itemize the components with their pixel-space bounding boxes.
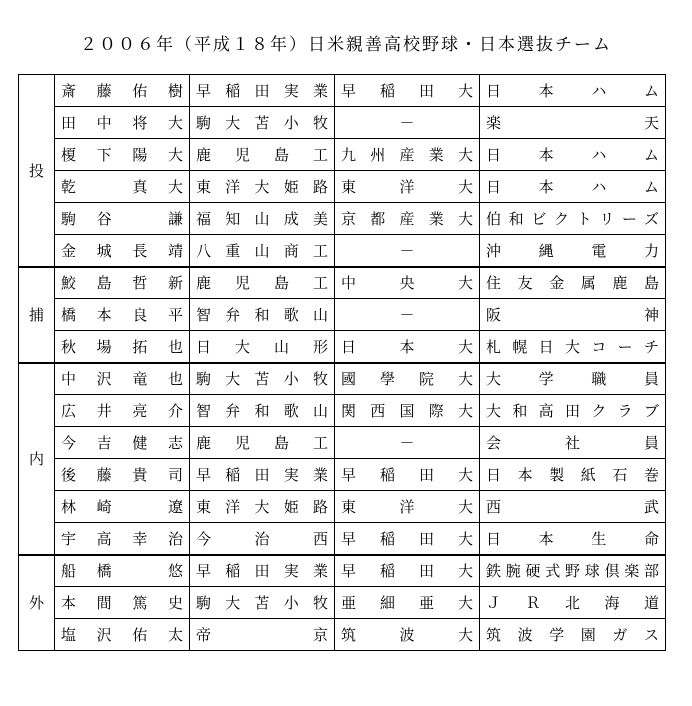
university-cell: 中央大	[335, 267, 480, 299]
table-row	[19, 395, 666, 427]
player-name-cell: 鮫島哲新	[55, 267, 190, 299]
position-cell: 投	[19, 75, 55, 267]
table-row	[19, 171, 666, 203]
current-cell: 筑波学園ガス	[480, 619, 666, 651]
university-cell: 筑波大	[335, 619, 480, 651]
university-cell: －	[335, 299, 480, 331]
high-school-cell: 東洋大姫路	[190, 491, 335, 523]
player-name-cell: 広井亮介	[55, 395, 190, 427]
table-row	[19, 203, 666, 235]
high-school-cell: 駒大苫小牧	[190, 587, 335, 619]
page-title: ２００６年（平成１８年）日米親善高校野球・日本選抜チーム	[80, 35, 612, 55]
table-row	[19, 139, 666, 171]
player-name-cell: 今吉健志	[55, 427, 190, 459]
current-cell: 大学職員	[480, 363, 666, 395]
university-cell: 九州産業大	[335, 139, 480, 171]
university-cell: 日本大	[335, 331, 480, 363]
current-cell: 日本生命	[480, 523, 666, 555]
table-row	[19, 235, 666, 267]
high-school-cell: 駒大苫小牧	[190, 363, 335, 395]
current-cell: 日本ハム	[480, 139, 666, 171]
player-name-cell: 林崎 遼	[55, 491, 190, 523]
table-row	[19, 75, 666, 107]
current-cell: 鉄腕硬式野球倶楽部	[480, 555, 666, 587]
high-school-cell: 帝京	[190, 619, 335, 651]
current-cell: 住友金属鹿島	[480, 267, 666, 299]
current-cell: 札幌日大コーチ	[480, 331, 666, 363]
high-school-cell: 今治西	[190, 523, 335, 555]
current-cell: 会社員	[480, 427, 666, 459]
university-cell: 早稲田大	[335, 459, 480, 491]
table-row	[19, 587, 666, 619]
table-row	[19, 491, 666, 523]
current-cell: 楽天	[480, 107, 666, 139]
player-name-cell: 後藤貴司	[55, 459, 190, 491]
player-name-cell: 駒谷 謙	[55, 203, 190, 235]
current-cell: ＪＲ北海道	[480, 587, 666, 619]
current-cell: 西武	[480, 491, 666, 523]
current-cell: 伯和ビクトリーズ	[480, 203, 666, 235]
high-school-cell: 八重山商工	[190, 235, 335, 267]
current-cell: 阪神	[480, 299, 666, 331]
university-cell: －	[335, 107, 480, 139]
high-school-cell: 早稲田実業	[190, 459, 335, 491]
high-school-cell: 早稲田実業	[190, 555, 335, 587]
position-cell: 捕	[19, 267, 55, 363]
table-row	[19, 555, 666, 587]
university-cell: 早稲田大	[335, 555, 480, 587]
university-cell: 亜細亜大	[335, 587, 480, 619]
university-cell: 東洋大	[335, 171, 480, 203]
player-name-cell: 榎下陽大	[55, 139, 190, 171]
high-school-cell: 鹿児島工	[190, 267, 335, 299]
table-row	[19, 267, 666, 299]
current-cell: 沖縄電力	[480, 235, 666, 267]
player-name-cell: 田中将大	[55, 107, 190, 139]
university-cell: 國學院大	[335, 363, 480, 395]
high-school-cell: 早稲田実業	[190, 75, 335, 107]
university-cell: －	[335, 235, 480, 267]
position-cell: 外	[19, 555, 55, 651]
table-row	[19, 363, 666, 395]
position-cell: 内	[19, 363, 55, 555]
player-name-cell: 乾 真大	[55, 171, 190, 203]
player-name-cell: 斎藤佑樹	[55, 75, 190, 107]
player-name-cell: 中沢竜也	[55, 363, 190, 395]
roster-table	[18, 74, 666, 651]
high-school-cell: 日大山形	[190, 331, 335, 363]
university-cell: 早稲田大	[335, 523, 480, 555]
high-school-cell: 智弁和歌山	[190, 299, 335, 331]
university-cell: 早稲田大	[335, 75, 480, 107]
high-school-cell: 鹿児島工	[190, 427, 335, 459]
university-cell: 関西国際大	[335, 395, 480, 427]
table-row	[19, 107, 666, 139]
player-name-cell: 船橋 悠	[55, 555, 190, 587]
player-name-cell: 金城長靖	[55, 235, 190, 267]
current-cell: 日本製紙石巻	[480, 459, 666, 491]
current-cell: 日本ハム	[480, 75, 666, 107]
table-row	[19, 459, 666, 491]
high-school-cell: 鹿児島工	[190, 139, 335, 171]
high-school-cell: 智弁和歌山	[190, 395, 335, 427]
high-school-cell: 福知山成美	[190, 203, 335, 235]
player-name-cell: 秋場拓也	[55, 331, 190, 363]
high-school-cell: 駒大苫小牧	[190, 107, 335, 139]
university-cell: 京都産業大	[335, 203, 480, 235]
university-cell: －	[335, 427, 480, 459]
table-row	[19, 523, 666, 555]
university-cell: 東洋大	[335, 491, 480, 523]
current-cell: 大和高田クラブ	[480, 395, 666, 427]
current-cell: 日本ハム	[480, 171, 666, 203]
player-name-cell: 宇高幸治	[55, 523, 190, 555]
high-school-cell: 東洋大姫路	[190, 171, 335, 203]
table-row	[19, 619, 666, 651]
table-row	[19, 427, 666, 459]
table-row	[19, 331, 666, 363]
player-name-cell: 塩沢佑太	[55, 619, 190, 651]
player-name-cell: 本間篤史	[55, 587, 190, 619]
player-name-cell: 橋本良平	[55, 299, 190, 331]
table-row	[19, 299, 666, 331]
